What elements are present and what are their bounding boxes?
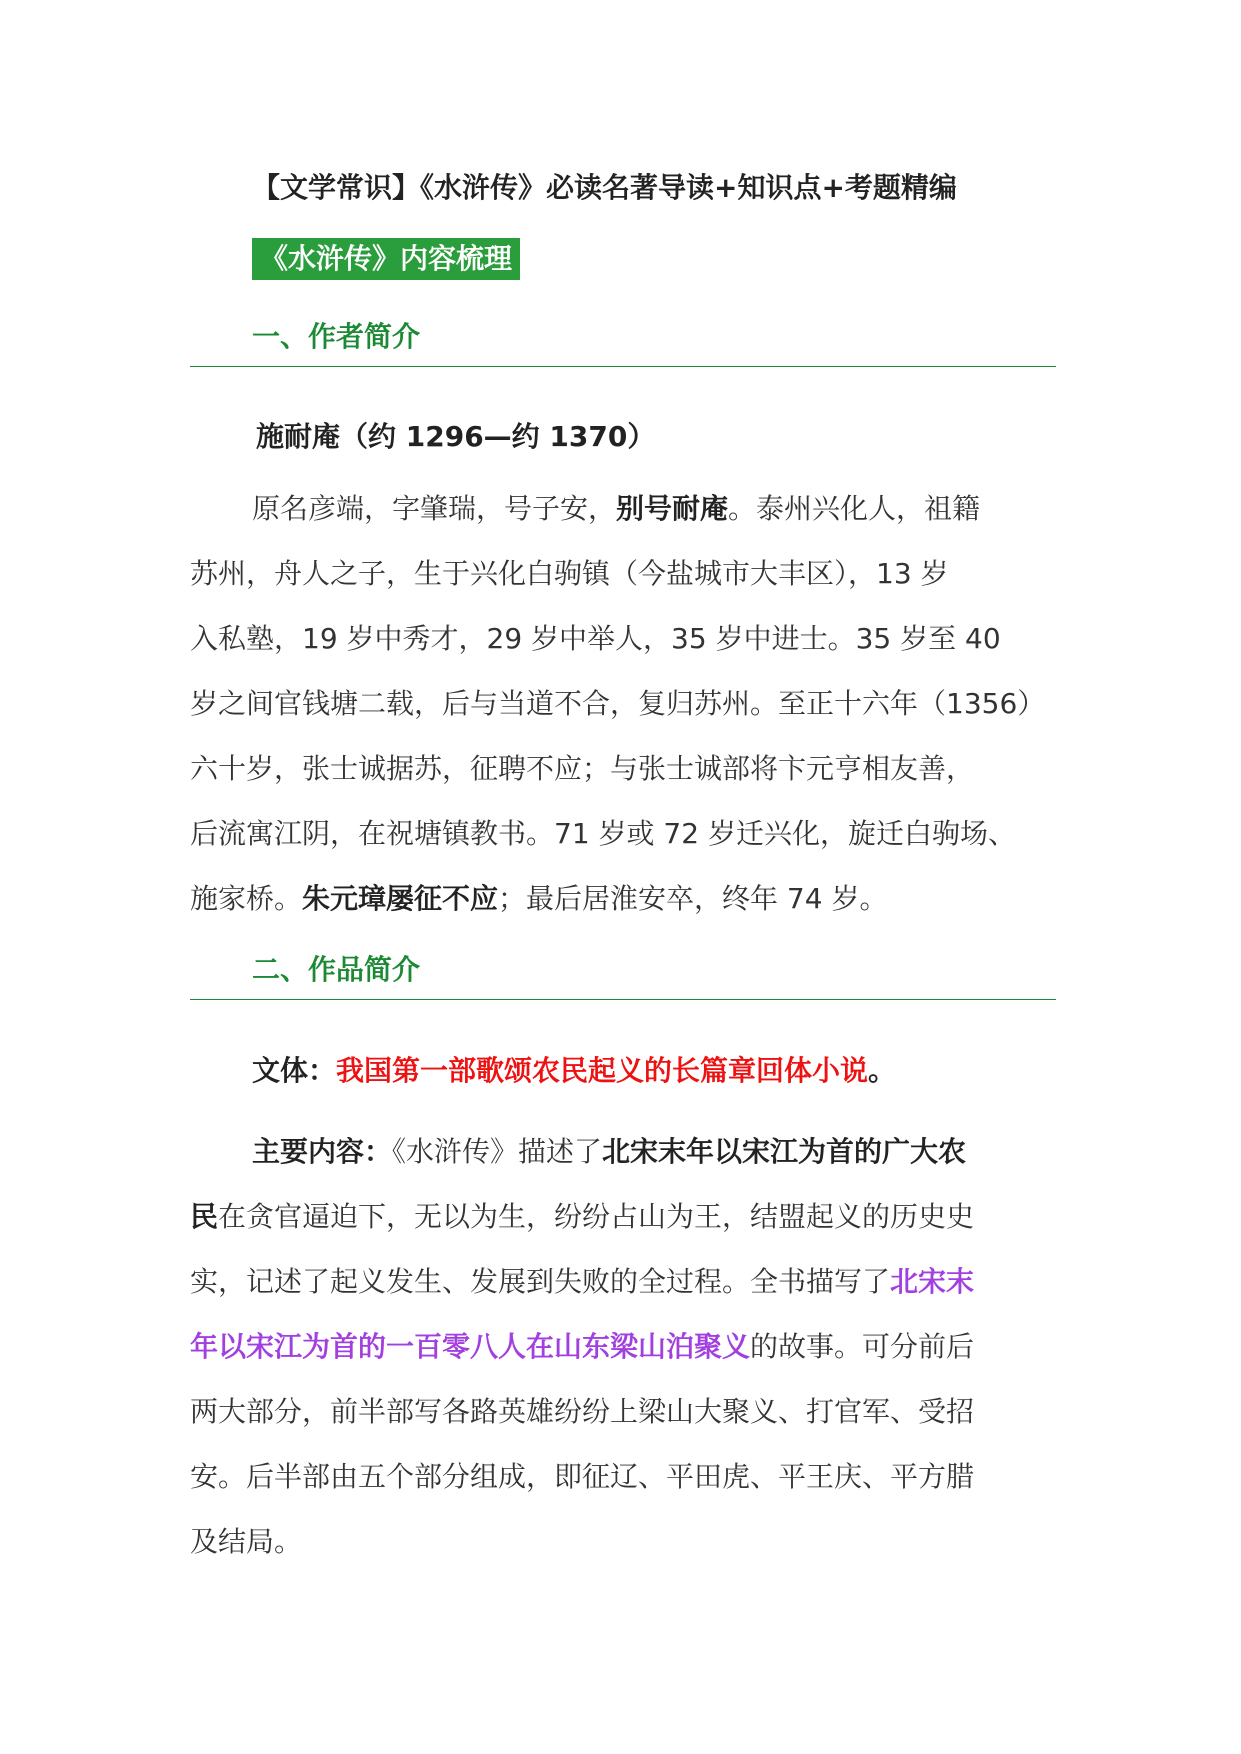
content-line-1 bbox=[252, 1130, 966, 1170]
author-para-line-6: 后流寓江阴，在祝塘镇教书。71 岁或 72 岁迁兴化，旋迁白驹场、 bbox=[190, 817, 1016, 850]
work-heading: 二、作品简介 bbox=[252, 953, 421, 986]
author-text: 施家桥。 bbox=[190, 882, 303, 915]
content-emphasis: 民 bbox=[190, 1200, 219, 1233]
author-para-line-2: 苏州，舟人之子，生于兴化白驹镇（今盐城市大丰区），13 岁 bbox=[190, 557, 949, 590]
content-text: 在贪官逼迫下，无以为生，纷纷占山为王，结盟起义的历史史 bbox=[218, 1200, 975, 1233]
content-line-2 bbox=[190, 1195, 974, 1235]
genre-end: 。 bbox=[868, 1054, 897, 1087]
content-text: 《水浒传》描述了 bbox=[392, 1135, 603, 1168]
author-divider bbox=[190, 366, 1056, 367]
content-line-5: 两大部分，前半部写各路英雄纷纷上梁山大聚义、打官军、受招 bbox=[190, 1395, 975, 1428]
section-tag: 《水浒传》内容梳理 bbox=[252, 238, 520, 280]
content-purple-emphasis: 北宋末 bbox=[890, 1265, 975, 1298]
author-para-line-3: 入私塾，19 岁中秀才，29 岁中举人，35 岁中进士。35 岁至 40 bbox=[190, 622, 1001, 655]
document-title: 【文学常识】《水浒传》必读名著导读+知识点+考题精编 bbox=[252, 171, 957, 204]
author-alias-emphasis: 别号耐庵 bbox=[616, 492, 729, 525]
genre-value: 我国第一部歌颂农民起义的长篇章回体小说 bbox=[336, 1054, 869, 1087]
author-text: ；最后居淮安卒，终年 74 岁。 bbox=[498, 882, 888, 915]
content-purple-emphasis: 年以宋江为首的一百零八人在山东梁山泊聚义 bbox=[190, 1330, 751, 1363]
author-para-line-5: 六十岁，张士诚据苏，征聘不应；与张士诚部将卞元亨相友善， bbox=[190, 752, 975, 785]
genre-label: 文体： bbox=[252, 1054, 337, 1087]
author-para-line-4: 岁之间官钱塘二载，后与当道不合，复归苏州。至正十六年（1356） bbox=[190, 687, 1046, 720]
author-text: 。泰州兴化人，祖籍 bbox=[728, 492, 981, 525]
author-name-line: 施耐庵（约 1296—约 1370） bbox=[256, 420, 656, 453]
content-line-6: 安。后半部由五个部分组成，即征辽、平田虎、平王庆、平方腊 bbox=[190, 1460, 975, 1493]
content-line-4 bbox=[190, 1325, 974, 1365]
content-label: 主要内容： bbox=[252, 1135, 393, 1168]
content-emphasis: 北宋末年以宋江为首的广大农 bbox=[602, 1135, 967, 1168]
content-text: 实，记述了起义发生、发展到失败的全过程。全书描写了 bbox=[190, 1265, 891, 1298]
content-line-7: 及结局。 bbox=[190, 1525, 303, 1558]
author-heading: 一、作者简介 bbox=[252, 320, 421, 353]
author-para-line-1 bbox=[252, 487, 980, 527]
content-text: 的故事。可分前后 bbox=[750, 1330, 975, 1363]
author-para-line-7 bbox=[190, 877, 887, 917]
genre-line bbox=[252, 1049, 896, 1089]
zhu-yuanzhang-emphasis: 朱元璋屡征不应 bbox=[302, 882, 499, 915]
work-divider bbox=[190, 999, 1056, 1000]
content-line-3 bbox=[190, 1260, 974, 1300]
author-text: 原名彦端，字肇瑞，号子安， bbox=[252, 492, 617, 525]
